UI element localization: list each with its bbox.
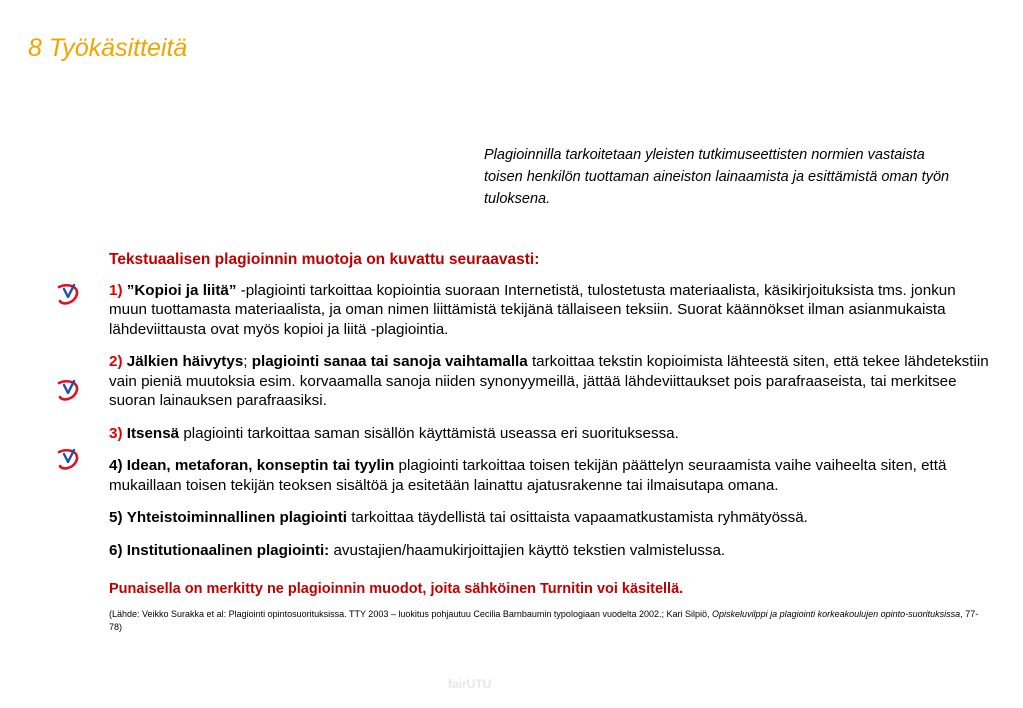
source-pages: , 77-78) xyxy=(109,608,979,632)
item-term: Kopioi ja liitä xyxy=(134,281,229,299)
list-item xyxy=(109,456,989,495)
footer-logo-text: fairUTU xyxy=(448,677,492,691)
item-text: plagiointi tarkoittaa toisen tekijän päättelyn seuraamista vaihe vaiheelta siten, että mukaillaan toisen tekijän teoksen sisältöä ja esitetään lainattu ajatusrakenne tai ilmaisutapa omana. xyxy=(109,457,947,494)
turnitin-mark-icon xyxy=(55,377,81,403)
item-text: avustajien/haamukirjoittajien käyttö tekstien valmistelussa. xyxy=(329,541,726,559)
page-title: 8 Työkäsitteitä xyxy=(28,34,188,62)
item-term: Yhteistoiminnallinen plagiointi xyxy=(126,509,347,526)
item-term: Itsensä xyxy=(126,424,180,442)
item-number: 5) xyxy=(109,509,123,526)
item-number: 3) xyxy=(109,424,123,442)
source-text: (Lähde: Veikko Surakka et al: Plagiointi opintosuorituksissa. TTY 2003 – luokitus pohjautuu Cecilia Barnbaumin typologiaan vuodelta 2002.; Kari Silpiö, xyxy=(109,608,713,619)
item-text: -plagiointi tarkoittaa kopiointia suoraan Internetistä, tulostetusta materiaalista, käsikirjoituksista tms. jonkun muun tuottamasta materiaalista, ja oman nimen liittämistä tekijänä tällaiseen teksiin. Suorat käännökset ilman asianmukaista lähdeviittausta ovat myös kopioi ja liitä -plagiointia. xyxy=(109,281,956,338)
quote-close: ” xyxy=(228,281,237,299)
item-text: tarkoittaa tekstin kopioimista lähteestä siten, että tekee lähdetekstiin vain pieniä muutoksia esim. korvaamalla sanoja niiden synonyymeillä, jättää lähdeviittaukset pois parafraaseista, tai merkitsee suoran lainauksen parafraasiksi. xyxy=(109,353,989,409)
list-item xyxy=(109,541,989,561)
turnitin-mark-icon xyxy=(55,281,81,307)
item-term: Institutionaalinen plagiointi: xyxy=(126,541,330,559)
item-term: Idean, metaforan, konseptin tai tyylin xyxy=(126,457,395,474)
list-item xyxy=(109,424,989,444)
item-term-secondary: plagiointi sanaa tai sanoja vaihtamalla xyxy=(251,353,528,370)
item-number: 2) xyxy=(109,353,123,370)
item-text: tarkoittaa täydellistä tai osittaista vapaamatkustamista ryhmätyössä. xyxy=(346,509,808,526)
plagiarism-types xyxy=(109,250,989,634)
item-separator: ; xyxy=(243,353,252,370)
item-term: Jälkien häivytys xyxy=(126,353,244,370)
source-citation xyxy=(109,608,989,634)
section-heading: Tekstuaalisen plagioinnin muotoja on kuvattu seuraavasti: xyxy=(109,251,540,268)
plagiarism-definition: Plagioinnilla tarkoitetaan yleisten tutkimuseettisten normien vastaista toisen henkilön tuottaman aineiston lainaamista ja esittämistä oman työn tuloksena. xyxy=(484,147,950,207)
item-text: plagiointi tarkoittaa saman sisällön käyttämistä useassa eri suorituksessa. xyxy=(179,424,679,442)
list-item xyxy=(109,352,989,411)
quote-open: ” xyxy=(126,281,135,299)
list-item xyxy=(109,508,989,528)
item-number: 6) xyxy=(109,541,123,559)
item-number: 4) xyxy=(109,457,123,474)
turnitin-note: Punaisella on merkitty ne plagioinnin muodot, joita sähköinen Turnitin voi käsitellä. xyxy=(109,581,684,597)
list-item xyxy=(109,281,989,340)
source-title: Opiskeluvilppi ja plagiointi korkeakoulujen opinto-suorituksissa xyxy=(712,608,961,619)
turnitin-mark-icon xyxy=(55,446,81,472)
item-number: 1) xyxy=(109,281,123,299)
